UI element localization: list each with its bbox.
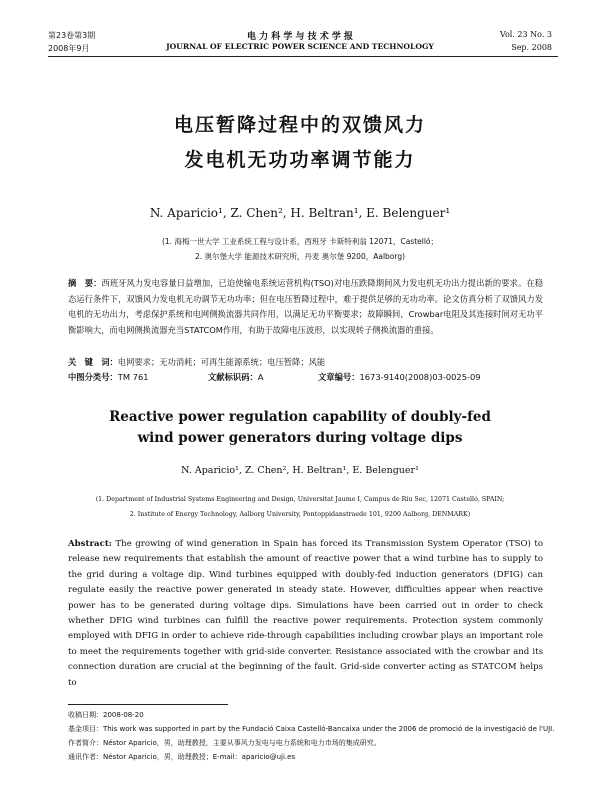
authors-cn: N. Aparicio¹, Z. Chen², H. Beltran¹, E. Belenguer¹ (149, 206, 451, 220)
clc-number: 中图分类号：TM 761 (68, 372, 149, 382)
title-cn-line2: 发电机无功功率调节能力 (184, 149, 416, 171)
authors-en: N. Aparicio¹, Z. Chen², H. Beltran¹, E. Belenguer¹ (181, 465, 419, 476)
header-date-en: Sep. 2008 (511, 43, 552, 52)
affiliation-en-line2: 2. Institute of Energy Technology, Aalborg University, Pontoppidanstraede 101, 9200 Aalborg, DENMARK) (129, 511, 471, 518)
title-cn-line1: 电压暂降过程中的双馈风力 (173, 114, 426, 136)
header-date-cn: 2008年9月 (48, 44, 90, 53)
keywords-cn-label: 关 键 词： (68, 357, 118, 367)
header-journal-cn: 电 力 科 学 与 技 术 学 报 (246, 32, 354, 42)
abstract-cn-text: 西班牙风力发电容量日益增加，已迫使输电系统运营机构(TSO)对电压跌降期间风力发电机无功出力提出新的要求。在稳态运行条件下，双馈风力发电机无功调节无功功率；但在电压暂降过程中，难于提供足够的无功功率。论文仿真分析了双馈风力发电机的无功出力，考虑保护系统和电网侧换流器共同作用，以满足无功平衡要求；故障瞬间，Crowbar电阻及其连接时间对无功平衡影响大，而电网侧换流器充当STATCOM作用，有助于故障电压波形，以实现转子侧换流器的重接。 (68, 278, 543, 335)
footnote-received: 收稿日期：2008-08-20 (68, 711, 144, 719)
abstract-en (68, 537, 543, 691)
document-code: 文献标识码：A (208, 372, 264, 382)
affiliation-cn-line2: 2. 奥尔堡大学 能源技术研究所，丹麦 奥尔堡 9200，Aalborg) (194, 252, 406, 261)
footnote-divider (68, 704, 228, 705)
keywords-cn (68, 356, 325, 368)
header-volume-en: Vol. 23 No. 3 (499, 30, 552, 39)
header-journal-en: JOURNAL OF ELECTRIC POWER SCIENCE AND TECHNOLOGY (166, 42, 434, 51)
header-rule (48, 56, 558, 57)
abstract-en-text: The growing of wind generation in Spain has forced its Transmission System Operator (TSO) to release new requirements that establish the amount of reactive power that a wind turbine has to supply to the grid during a voltage dip. Wind turbines equipped with doubly-fed induction generators (DFIG) can regulate easily the reactive power generated in steady state. However, difficulties appear when reactive power has to be generated during voltage dips. Simulations have been carried out in order to check whether DFIG wind turbines can fulfill the reactive power requirements. Protection system commonly employed with DFIG in order to achieve ride-through capabilities including crowbar plays an important role to meet the requirements together with grid-side converter. Resistance associated with the crowbar and its connection duration are crucial at the beginning of the fault. Grid-side converter acting as STATCOM helps to (68, 539, 543, 688)
footnote-contact: 通讯作者：Néstor Aparicio，男，助理教授；E-mail：aparicio@uji.es (68, 753, 296, 761)
header-volume-cn: 第23卷第3期 (48, 31, 96, 40)
footnote-author-bio: 作者简介：Néstor Aparicio，男，助理教授，主要从事风力发电与电力系统和电力市场的集成研究。 (68, 739, 381, 747)
abstract-cn (68, 276, 543, 338)
abstract-cn-label: 摘 要： (68, 278, 102, 288)
keywords-cn-text: 电网要求；无功消耗；可再生能源系统；电压暂降；风能 (117, 357, 326, 367)
affiliation-cn-line1: (1. 海梅一世大学 工业系统工程与设计系，西班牙 卡斯特利翁 12071，Castelló； (161, 237, 439, 246)
affiliation-en-line1: (1. Department of Industrial Systems Engineering and Design, Universitat Jaume I, Campus de Riu Sec, 12071 Castelló, SPAIN; (95, 496, 505, 503)
footnote-funding: 基金项目：This work was supported in part by the Fundació Caixa Castelló-Bancaixa under the 2006 de promoció de la investigació de l'UJI. (68, 725, 555, 733)
title-en-line2: wind power generators during voltage dips (137, 430, 463, 446)
title-en-line1: Reactive power regulation capability of doubly-fed (109, 409, 491, 425)
abstract-en-label: Abstract: (68, 539, 112, 549)
article-number: 文章编号：1673-9140(2008)03-0025-09 (318, 372, 481, 382)
